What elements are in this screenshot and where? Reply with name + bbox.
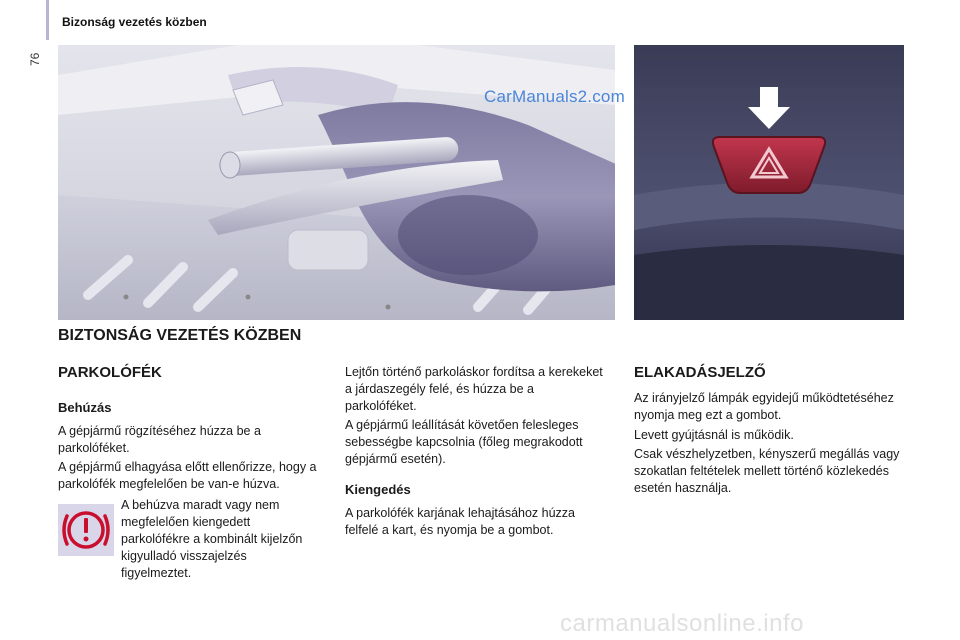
hazard-paragraph-1: Az irányjelző lámpák egyidejű működtetéséhez nyomja meg ezt a gombot. [634,391,894,422]
release-paragraph: A parkolófék karjának lehajtásához húzza felfelé a kart, és nyomja be a gombot. [345,506,576,537]
hazard-paragraph-3: Csak vészhelyzetben, kényszerű megállás vagy szokatlan feltételek mellett történő közlekedés esetén használja. [634,447,900,495]
release-subtitle: Kiengedés [345,482,411,497]
hazard-button-drawing [634,45,904,320]
hazard-paragraph-2: Levett gyújtásnál is működik. [634,428,794,442]
page-edge-bar [46,0,49,40]
slope-paragraph-2: A gépjármű leállítását követően felesleges sebességbe kapcsolnia (főleg megrakodott gépjármű esetén). [345,418,583,466]
parking-brake-title: PARKOLÓFÉK [58,364,162,381]
hazard-button-illustration [634,45,904,320]
apply-subtitle: Behúzás [58,400,112,415]
apply-paragraph-2: A gépjármű elhagyása előtt ellenőrizze, hogy a parkolófék megfelelően be van-e húzva. [58,460,317,491]
hazard-title: ELAKADÁSJELZŐ [634,364,766,381]
slope-paragraph-1: Lejtőn történő parkoláskor fordítsa a kerekeket a járdaszegély felé, és húzza be a parkolóféket. [345,365,603,413]
figure-watermark: CarManuals2.com [484,87,625,106]
chapter-header: Bizonság vezetés közben [62,15,207,29]
brake-warning-icon-box [58,504,114,556]
exclamation-warning-icon [58,504,114,556]
warning-text: A behúzva maradt vagy nem megfelelően kiengedett parkolófékre a kombinált kijelzőn kigyulladó visszajelzés figyelmeztet. [121,498,303,580]
main-title: BIZTONSÁG VEZETÉS KÖZBEN [58,327,302,344]
page-number: 76 [28,52,42,66]
footer-watermark: carmanualsonline.info [560,610,804,637]
apply-paragraph-1: A gépjármű rögzítéséhez húzza be a parkolóféket. [58,424,261,455]
